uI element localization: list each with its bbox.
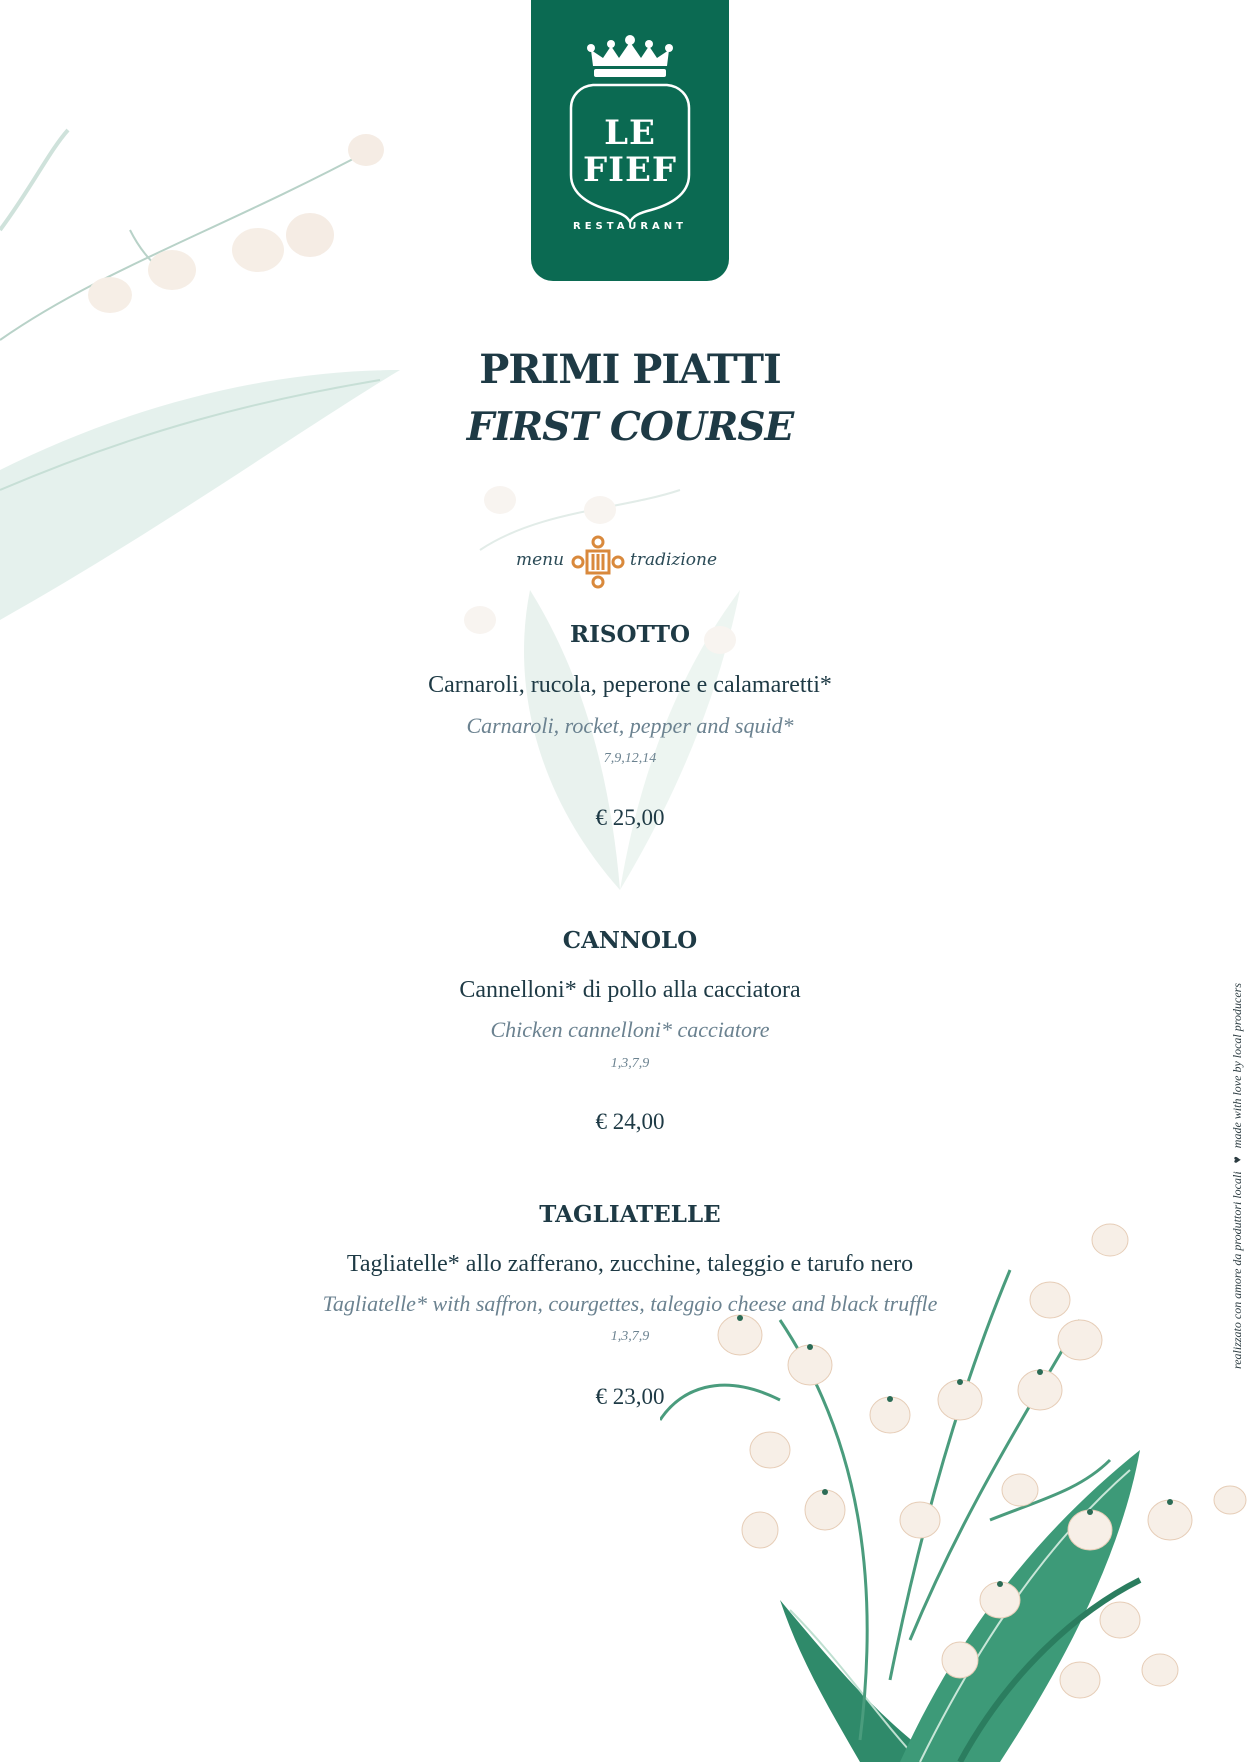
dish-name: CANNOLO [562, 927, 698, 954]
heart-icon: ♥ [1230, 1156, 1244, 1164]
dish-description-it: Carnaroli, rucola, peperone e calamaretti* [428, 672, 832, 698]
dish-description-en: Carnaroli, rocket, pepper and squid* [466, 713, 794, 738]
side-credit [1230, 946, 1245, 1406]
dish-allergens: 1,3,7,9 [610, 1056, 650, 1071]
logo-subtitle: RESTAURANT [573, 221, 687, 232]
dish-price: € 23,00 [595, 1384, 665, 1409]
dish-description-en: Chicken cannelloni* cacciatore [490, 1017, 770, 1042]
tradition-left-word: menu [516, 550, 565, 570]
side-credit-en: made with love by local producers [1230, 983, 1244, 1149]
tradition-right-word: tradizione [630, 550, 718, 570]
dish-name: TAGLIATELLE [539, 1201, 721, 1228]
ornament-icon [570, 534, 626, 590]
page-subtitle: FIRST COURSE [466, 404, 794, 450]
dish-description-it: Cannelloni* di pollo alla cacciatora [459, 977, 801, 1003]
dish-name: RISOTTO [570, 621, 690, 648]
logo-line-2: FIEF [582, 150, 678, 190]
dish-description-it: Tagliatelle* allo zafferano, zucchine, taleggio e tarufo nero [346, 1251, 914, 1277]
page-title: PRIMI PIATTI [479, 346, 781, 393]
logo-line-1: LE [604, 113, 656, 153]
dish-allergens: 7,9,12,14 [603, 751, 657, 766]
side-credit-it: realizzato con amore da produttori locali [1230, 1171, 1244, 1369]
dish-description-en: Tagliatelle* with saffron, courgettes, taleggio cheese and black truffle [322, 1291, 938, 1316]
decor-lily-bottom-right [660, 1200, 1260, 1762]
restaurant-logo [531, 0, 729, 281]
tradition-badge [500, 534, 760, 590]
dish-price: € 25,00 [595, 805, 665, 830]
dish-price: € 24,00 [595, 1109, 665, 1134]
dish-allergens: 1,3,7,9 [610, 1329, 650, 1344]
